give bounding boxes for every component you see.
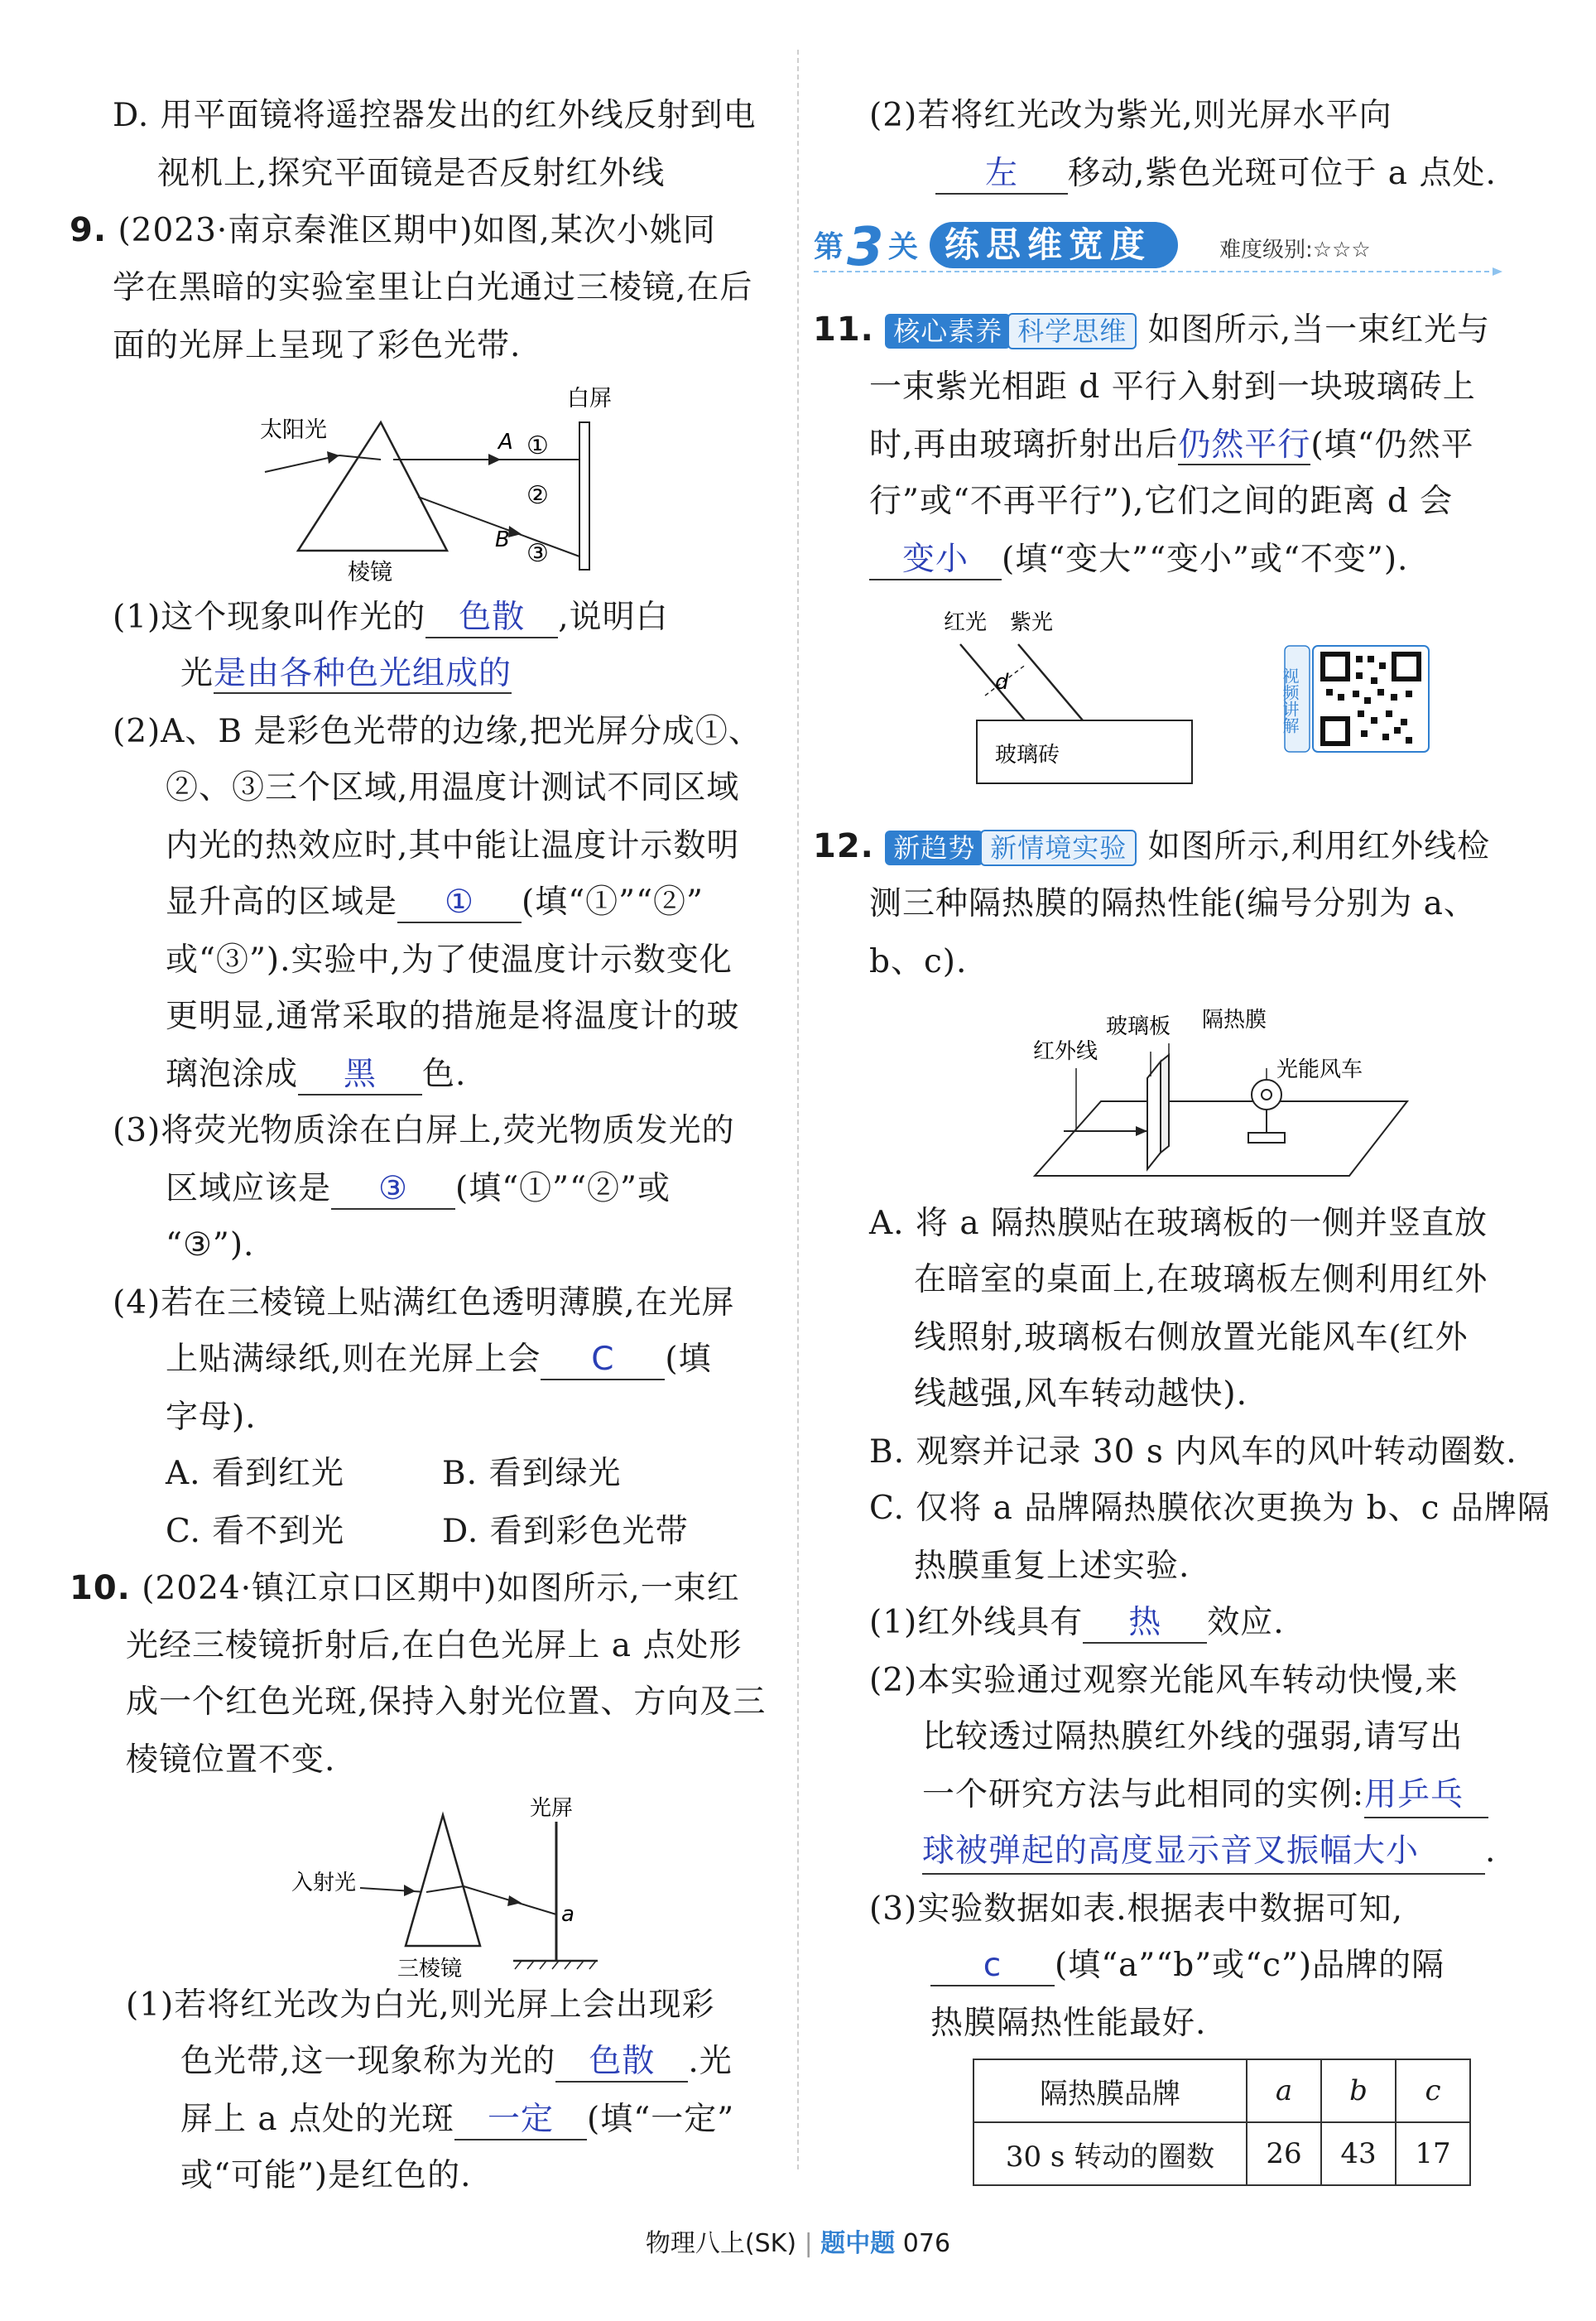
q10-p1-text-c: .光 — [688, 2043, 733, 2080]
q11-stem-text3b: (填“仍然平 — [1310, 426, 1474, 464]
footer-page-number: 076 — [902, 2229, 951, 2258]
q9-answer-black: 黑 — [298, 1056, 422, 1095]
q9-fig-sun-label: 太阳光 — [260, 417, 327, 443]
q9-stem-text1: (2023·南京秦淮区期中)如图,某次小姚同 — [118, 212, 716, 249]
q10-answer-left: 左 — [935, 155, 1068, 195]
q10-fig-prism-label: 三棱镜 — [397, 1957, 463, 1982]
q9-fig-screen-label: 白屏 — [567, 386, 612, 412]
q9-part4-line2 — [166, 1338, 712, 1381]
q11-stem-line4: 行”或“不再平行”),它们之间的距离 d 会 — [869, 483, 1454, 520]
q9-part3-line3: “③”). — [166, 1226, 255, 1264]
q12-p1-text-a: (1)红外线具有 — [869, 1604, 1084, 1641]
q12-step-a-line3: 线照射,玻璃板右侧放置光能风车(红外 — [914, 1319, 1469, 1356]
q11-stem-line2: 一束紫光相距 d 平行入射到一块玻璃砖上 — [869, 368, 1476, 406]
banner-post: 关 — [888, 230, 919, 264]
q12-step-c-line2: 热膜重复上述实验. — [914, 1548, 1190, 1585]
q10-number: 10. — [70, 1569, 131, 1607]
table-value-b: 43 — [1321, 2122, 1396, 2185]
q10-part1-line4: 或“可能”)是红色的. — [180, 2157, 472, 2194]
q11-answer-parallel: 仍然平行 — [1178, 426, 1311, 464]
q10-answer-dispersion: 色散 — [555, 2043, 688, 2083]
q11-answer-smaller: 变小 — [869, 541, 1002, 580]
q9-part2-line6: 更明显,通常采取的措施是将温度计的玻 — [166, 998, 740, 1035]
q9-answer-region: ① — [397, 884, 522, 923]
table-header-brand: 隔热膜品牌 — [973, 2059, 1247, 2122]
q12-answer-example-part1: 用乒乓 — [1364, 1774, 1488, 1818]
q9-answer-fluorescent: ③ — [331, 1170, 455, 1210]
page-footer: 物理八上(SK) | 题中题 076 — [645, 2229, 951, 2258]
q9-option-b: B. 看到绿光 — [442, 1455, 622, 1492]
q11-stem-text5: (填“变大”“变小”或“不变”). — [1002, 541, 1409, 578]
q11-stem-line1 — [813, 308, 1490, 352]
q9-part3-line2 — [166, 1168, 671, 1211]
q10-stem-line4: 棱镜位置不变. — [126, 1741, 336, 1779]
table-header-c: c — [1396, 2059, 1470, 2122]
q9-p3-text-c: (填“①”“②”或 — [455, 1170, 671, 1207]
table-value-c: 17 — [1396, 2122, 1470, 2185]
q9-fig-region1: ① — [526, 431, 549, 460]
q12-fig-glass-label: 玻璃板 — [1106, 1014, 1171, 1039]
q10-p1-text-e: (填“一定” — [587, 2101, 735, 2138]
banner-pre: 第 — [814, 230, 844, 264]
q10-part1-line1: (1)若将红光改为白光,则光屏上会出现彩 — [126, 1986, 715, 2024]
q10-fig-screen-label: 光屏 — [530, 1796, 574, 1821]
q12-stem-line2: 测三种隔热膜的隔热性能(编号分别为 a、 — [869, 885, 1477, 922]
q9-part2-line7 — [166, 1053, 466, 1096]
q9-answer-dispersion: 色散 — [425, 599, 558, 638]
table-header-a: a — [1247, 2059, 1321, 2122]
q11-stem-line3 — [869, 424, 1474, 467]
q9-part2-line5: 或“③”).实验中,为了使温度计示数变化 — [166, 941, 733, 979]
q10-p1-text-d: 屏上 a 点处的光斑 — [180, 2101, 455, 2138]
q12-step-a-line2: 在暗室的桌面上,在玻璃板左侧利用红外 — [914, 1261, 1488, 1298]
q12-answer-example-part2: 球被弹起的高度显示音叉振幅大小 — [922, 1830, 1485, 1875]
q9-p2-text-i: 色. — [422, 1056, 467, 1093]
q12-tag-new-trend: 新趋势 — [885, 831, 983, 865]
q9-p2-text-e: (填“①”“②” — [522, 884, 704, 921]
q9-number: 9. — [70, 211, 108, 249]
q10-p1-text-b: 色光带,这一现象称为光的 — [180, 2043, 556, 2080]
q11-tag-core-literacy: 核心素养 — [885, 314, 1011, 349]
q12-data-table — [973, 2059, 1471, 2186]
table-row — [973, 2122, 1470, 2185]
q10-part2-line2 — [935, 152, 1497, 195]
q9-fig-A: A — [498, 430, 513, 455]
q9-option-d: D. 看到彩色光带 — [442, 1513, 689, 1550]
q12-part1 — [869, 1601, 1285, 1644]
q12-fig-film-label: 隔热膜 — [1202, 1008, 1267, 1033]
q12-p2-end: . — [1485, 1832, 1497, 1870]
table-header-b: b — [1321, 2059, 1396, 2122]
q10-prism-figure — [290, 1796, 621, 1982]
q10-part1-line2 — [180, 2040, 733, 2083]
footer-section: 题中题 — [820, 2229, 896, 2258]
q9-p3-text-b: 区域应该是 — [166, 1170, 332, 1207]
q12-apparatus-figure — [985, 1002, 1416, 1192]
q10-fig-point-a: a — [561, 1902, 574, 1927]
q10-answer-definitely: 一定 — [454, 2101, 587, 2140]
q10-part2-line1: (2)若将红光改为紫光,则光屏水平向 — [869, 97, 1392, 134]
column-divider — [797, 50, 799, 2169]
q10-prism-shape — [406, 1815, 480, 1946]
table-row-label: 30 s 转动的圈数 — [973, 2122, 1247, 2185]
q9-p1-text-c: 光 — [180, 655, 214, 692]
q9-option-a: A. 看到红光 — [166, 1455, 344, 1492]
q11-fig-purple-label: 紫光 — [1010, 610, 1054, 635]
q9-fig-prism-label: 棱镜 — [348, 560, 392, 585]
q11-fig-glass-label: 玻璃砖 — [995, 743, 1060, 768]
q12-part2-line4 — [922, 1830, 1496, 1875]
q12-part2-line1: (2)本实验通过观察光能风车转动快慢,来 — [869, 1662, 1459, 1699]
q9-p4-text-c: (填 — [665, 1341, 712, 1378]
q10-stem-line2: 光经三棱镜折射后,在白色光屏上 a 点处形 — [126, 1627, 743, 1664]
q12-answer-heat: 热 — [1083, 1604, 1207, 1644]
q12-stem-text1: 如图所示,利用红外线检 — [1147, 828, 1491, 865]
q9-p4-text-b: 上贴满绿纸,则在光屏上会 — [166, 1341, 541, 1378]
level-banner — [814, 217, 1509, 278]
q12-step-c-line1: C. 仅将 a 品牌隔热膜依次更换为 b、c 品牌隔 — [869, 1490, 1550, 1527]
q11-stem-text3: 时,再由玻璃折射出后 — [869, 426, 1179, 464]
q12-p1-text-b: 效应. — [1207, 1604, 1285, 1641]
q10-stem-line3: 成一个红色光斑,保持入射光位置、方向及三 — [126, 1683, 767, 1721]
q12-stem-line1 — [813, 825, 1490, 869]
q11-tag-scientific-thinking: 科学思维 — [1007, 313, 1137, 349]
q12-part2-line2: 比较透过隔热膜红外线的强弱,请写出 — [922, 1718, 1464, 1755]
q9-part4-line1: (4)若在三棱镜上贴满红色透明薄膜,在光屏 — [113, 1284, 735, 1322]
q10-part1-line3 — [180, 2098, 734, 2141]
q10-stem-line1 — [70, 1567, 740, 1611]
banner-level-number: 3 — [847, 217, 884, 278]
q12-part3-line2 — [930, 1944, 1445, 1987]
table-value-a: 26 — [1247, 2122, 1321, 2185]
q12-fig-ir-label: 红外线 — [1033, 1039, 1098, 1064]
q9-fig-B: B — [495, 527, 510, 552]
q12-step-b: B. 观察并记录 30 s 内风车的风叶转动圈数. — [869, 1433, 1517, 1471]
q9-answer-choice: C — [541, 1341, 665, 1380]
banner-difficulty: 难度级别:☆☆☆ — [1219, 238, 1371, 262]
q10-fig-incident-label: 入射光 — [291, 1871, 357, 1895]
banner-title: 练思维宽度 — [945, 224, 1152, 265]
q12-part3-line1: (3)实验数据如表.根据表中数据可知, — [869, 1890, 1404, 1928]
q9-prism-figure — [248, 381, 646, 588]
q11-stem-line5 — [869, 538, 1408, 581]
footer-subject: 物理八上(SK) — [645, 2229, 797, 2258]
q12-answer-best-film: c — [930, 1947, 1055, 1986]
qr-label: 视频讲解 — [1280, 667, 1300, 734]
q10-stem-text1: (2024·镇江京口区期中)如图所示,一束红 — [142, 1570, 740, 1607]
q9-p1-text-b: ,说明白 — [558, 599, 669, 636]
q11-glass-figure — [927, 596, 1200, 787]
option-d-line1: D. 用平面镜将遥控器发出的红外线反射到电 — [113, 97, 757, 134]
q9-p2-text-d: 显升高的区域是 — [166, 884, 398, 921]
q12-part2-line3 — [922, 1774, 1488, 1818]
q9-part2-line2: ②、③三个区域,用温度计测试不同区域 — [166, 769, 740, 807]
q9-part2-line1: (2)A、B 是彩色光带的边缘,把光屏分成①、 — [113, 713, 762, 750]
q12-fig-windmill-label: 光能风车 — [1276, 1057, 1363, 1082]
q12-p2-text-c: 一个研究方法与此相同的实例: — [922, 1776, 1365, 1813]
qr-code-icon — [1280, 644, 1434, 754]
q12-part3-line3: 热膜隔热性能最好. — [930, 2005, 1207, 2042]
table-row — [973, 2059, 1470, 2122]
q11-stem-text1: 如图所示,当一束红光与 — [1147, 311, 1491, 349]
q9-part1-line1 — [113, 596, 669, 639]
q9-part1-line2 — [180, 652, 512, 696]
q9-part3-line1: (3)将荧光物质涂在白屏上,荧光物质发光的 — [113, 1112, 735, 1149]
q11-fig-red-label: 红光 — [944, 610, 988, 635]
q9-fig-region3: ③ — [526, 539, 549, 568]
q9-p2-text-h: 璃泡涂成 — [166, 1056, 299, 1093]
q12-tag-new-context: 新情境实验 — [980, 830, 1137, 866]
q12-step-a-line1: A. 将 a 隔热膜贴在玻璃板的一侧并竖直放 — [869, 1205, 1488, 1242]
q10-p2-text-b: 移动,紫色光斑可位于 a 点处. — [1068, 155, 1497, 192]
q9-option-c: C. 看不到光 — [166, 1513, 345, 1550]
q12-p3-text-b: (填“a”“b”或“c”)品牌的隔 — [1055, 1947, 1445, 1984]
q12-step-a-line4: 线越强,风车转动越快). — [914, 1375, 1248, 1413]
q12-stem-line3: b、c). — [869, 943, 968, 980]
q11-number: 11. — [813, 311, 874, 349]
q9-stem-line1 — [70, 209, 716, 253]
q9-part2-line3: 内光的热效应时,其中能让温度计示数明 — [166, 827, 740, 864]
q9-fig-region2: ② — [526, 481, 549, 510]
q9-part2-line4 — [166, 881, 704, 924]
q9-stem-line2: 学在黑暗的实验室里让白光通过三棱镜,在后 — [113, 269, 753, 306]
option-d-line2: 视机上,探究平面镜是否反射红外线 — [157, 155, 666, 192]
q9-part4-line3: 字母). — [166, 1399, 257, 1436]
q9-stem-line3: 面的光屏上呈现了彩色光带. — [113, 327, 522, 364]
q9-answer-composition: 是由各种色光组成的 — [214, 655, 512, 692]
q11-fig-d: d — [995, 670, 1009, 695]
q9-p1-text-a: (1)这个现象叫作光的 — [113, 599, 426, 636]
video-qr-code[interactable] — [1280, 644, 1434, 754]
q12-number: 12. — [813, 827, 874, 865]
